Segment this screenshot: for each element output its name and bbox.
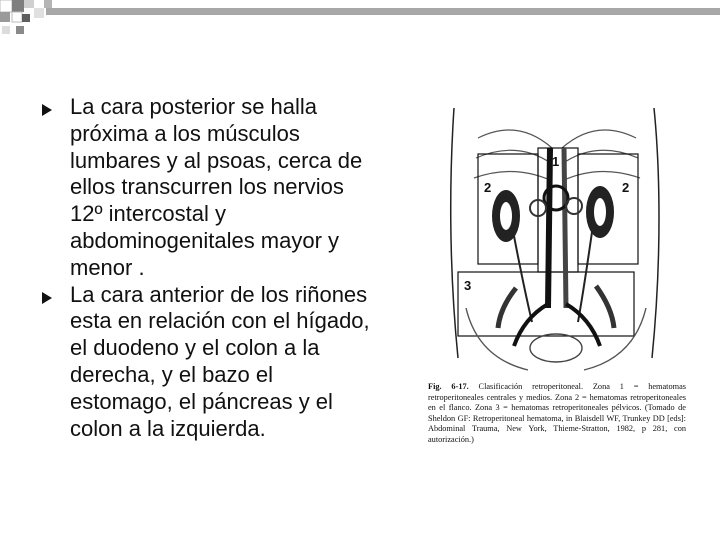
bullet-text: La cara anterior de los riñones esta en relación con el hígado, el duodeno y el colon a la derecha, y el bazo el estomago, el páncreas y el colon a la izquierda. [70, 281, 370, 441]
square-bullet-icon [42, 104, 52, 116]
zone-label: 2 [484, 180, 492, 195]
retroperitoneal-zones-illustration [428, 108, 686, 378]
zone-label: 2 [622, 180, 630, 195]
corner-decoration [0, 0, 720, 40]
caption-body: Clasificación retroperitoneal. Zona 1 = hematomas retroperitoneales centrales y medios. Zona 2 = hematomas retroperitoneales en el flanco. Zona 3 = hematomas retroperitoneales pélvicos. (Tomado de Sheldon GF: Retroperitoneal hematoma, in Blaisdell WF, Trunkey DD [eds]: Abdominal Trauma, New York, Thieme-Stratton, 1982, p 281, con autorización.) [428, 382, 686, 444]
bullet-item-anterior [40, 282, 380, 443]
bullet-item-posterior [40, 94, 380, 282]
zone-label: 1 [552, 154, 560, 169]
figure-caption [428, 382, 686, 446]
bullet-text: La cara posterior se halla próxima a los músculos lumbares y al psoas, cerca de ellos transcurren los nervios 12º intercostal y abdominogenitales mayor y menor . [70, 94, 363, 280]
caption-head: Fig. 6-17. [428, 382, 469, 391]
square-bullet-icon [42, 292, 52, 304]
bullet-list [40, 94, 380, 442]
zone-label: 3 [464, 278, 472, 293]
anatomy-figure [428, 108, 686, 448]
